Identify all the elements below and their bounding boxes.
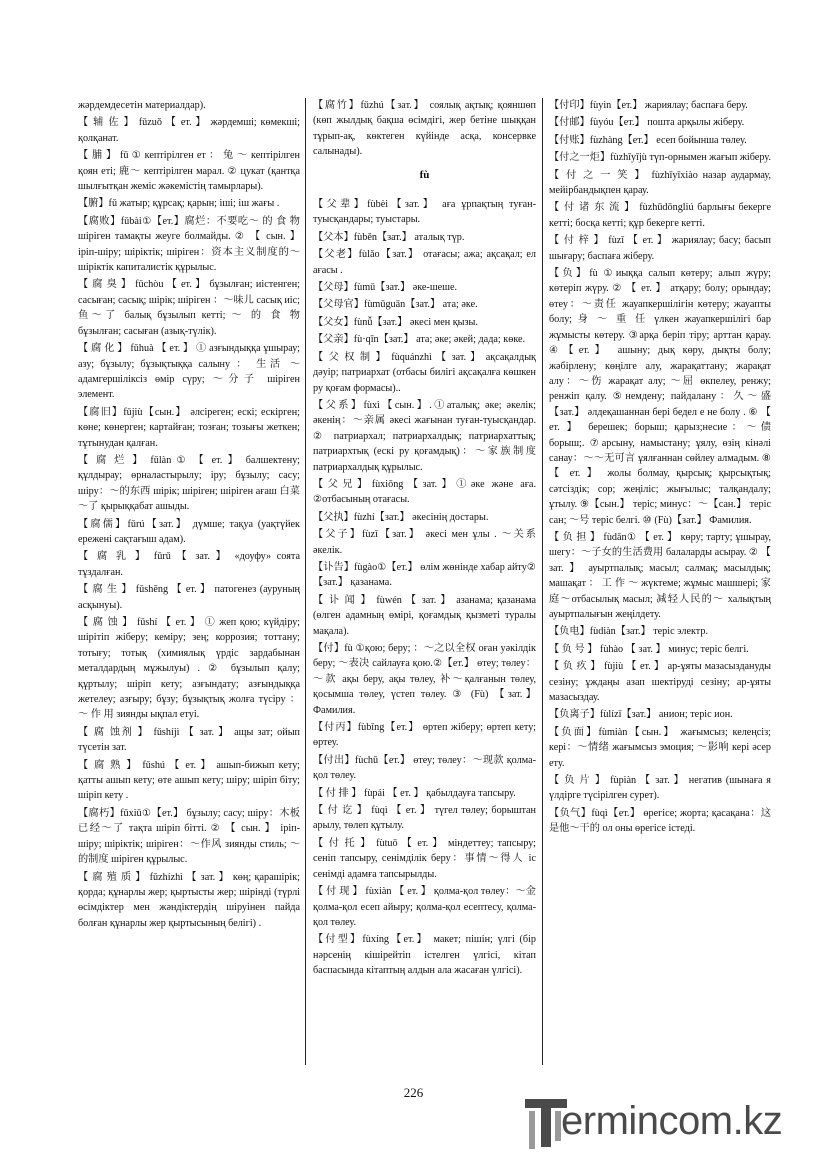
dictionary-entry: 【付丙】fùbǐng【ет.】 өртеп жіберу; өртеп кету; өртеу. [313, 722, 536, 749]
dictionary-entry: 【 父 权 制 】 fùquánzhì 【 зат. 】 ақсақалдық дәуір; патриархат (отбасы билігі ақсақалға көшкен ру қоғам формасы).. [313, 351, 536, 394]
section-heading: fù [419, 168, 430, 181]
dictionary-entry: 【付印】fùyìn【ет.】 жариялау; баспаға беру. [549, 100, 748, 111]
dictionary-entry: 【 付 排 】 fùpái 【 ет. 】 қабылдауға тапсыру. [313, 787, 516, 799]
dictionary-entry: 【腐朽】fǔxiǔ①【ет.】 бұзылу; сасу; шіру：木板已经～了 тақта шіріп бітті. ② 【 сын. 】 іріп-шіру; шіріктік; шіріген：～作风 зиянды стиль; ～的制度 шіріген құрылыс. [78, 807, 300, 866]
dictionary-entry: 【负气】fùqì【ет.】 өрегісе; жорта; қасақана：这是他～干的 ол оны өрегісе істеді. [549, 807, 771, 835]
column-divider [542, 98, 543, 1065]
watermark-text: ermincom.kz [561, 1099, 783, 1143]
dictionary-entry: 【付账】fùzhàng【ет.】 есеп бойынша төлеу. [549, 134, 747, 146]
dictionary-entry: 【付出】fùchū【ет.】 өтеу; төлеу：～现款 қолма-қол төлеу. [313, 754, 536, 782]
dictionary-entry: 【父系】fùxì【сын.】.①аталық; әке; әкелік; әкенің：～亲属 әкесі жағынан туған-туысқандар. ② патриархал; патриархалдық; патриархаттық; патриархтық (ескі ру қоғамдық)：～家族制度 патриархалдық құрылыс. [313, 399, 536, 473]
dictionary-entry: 【腐竹】fǔzhú【зат.】 соялық ақтық; қояншөп (көп жылдық бақша өсімдігі, жер бетіне шыққан тұрып-ақ, көктеген күйінде асқа, консервке салынады). [313, 100, 536, 158]
column-divider [305, 98, 306, 1065]
dictionary-entry: 【 腐 臭 】 fǔchòu 【 ет. 】 бұзылған; иістенген; сасыған; сасық; шірік; шіріген ：～味儿 сасық иіс; 鱼～了 балық бұзылып кетті; ～ 的 食 物 бұзылған; сасыған (азық-түлік). [78, 279, 300, 337]
dictionary-entry: 【腐旧】fǔjiù【сын.】 әлсіреген; ескі; ескірген; көне; көнерген; картайған; тозған; тозығы жеткен; тұтынудан қалған. [78, 406, 300, 449]
dictionary-entry: 【 付 现 】 fùxiàn 【 ет. 】 қолма-қол төлеу：～金 қолма-қол есеп айыру; қолма-қол есептесу, қолма-қол төлеу. [313, 886, 536, 928]
dictionary-entry: 【腐败】fǔbài①【ет.】腐烂：不要吃～ 的 食 物 шіріген тамақты жеуге болмайды. ② 【 сын. 】 іріп-шіру; шіріктік; шіріген：资本主义制度的～ шіріктік капиталистік құрылыс. [78, 215, 300, 274]
dictionary-entry: 【 付 讫 】 fùqì 【 ет. 】 түгел төлеу; борыштан арылу, төлеп құтылу. [313, 805, 536, 832]
dictionary-entry: 【负】fù ①иыққа салып көтеру; алып жүру; көтеріп жүру. ② 【 ет. 】 атқару; болу; орындау; өтеу：～责任 жауапкершілігін көтеру; жауапты болу; 身 ～ 重 任 үлкен жауапкершілігі бар жұмысты көтеру. ③арқа беріп тіру; арттан қарау. ④【ет.】 ашыну; дық көру, дықты болу; жәбірлену; көңілге алу, жарақаттану; жарақат алу：～伤 жарақат алу; ～屈 өкпелеу, ренжу; ренжіп қалу. ⑤немдену; пайдалану：久～盛【зат.】 әлдеқашаннан бері бедел е не болу . ⑥ 【 ет. 】 берешек; борыш; қарыз;несие：～债 борыш;. ⑦арсыну, намыстану; ұялу, өзің кінәлі санау：～～无可言 ұялғаннан сөйлеу алмадым. ⑧ 【 ет. 】 жолы болмау, қырсық; қырсықтық; сәтсіздік; сор; жеңіліс; жығылыс; талқандалу; ұтылу. ⑨【сын.】 теріс; минус：～【сан.】 теріс сан; ～号 теріс белгі. ⑩ (Fù)【зат.】 Фамилия. [549, 268, 771, 526]
dictionary-entry: 【 腐 蚀 】 fǔshí 【 ет. 】 ① жеп қою; күйдіру; шірітіп жіберу; кеміру; зең; коррозия; тоттану; тотығу; тотық (химиялық үрдіс зардабынан металдардың мұжылуы) . ② бұзылып қалу; құртылу; шіріп кету; азғындату; азғындыққа жетелеу; азғыру; бұзу; бұзықтық жолға түсіру ： ～ 作 用 зиянды ықпал етуі. [78, 617, 300, 721]
dictionary-entry: 【 脯 】 fǔ ① кептірілген ет ： 兔 ～ кептірілген қоян еті; 鹿～ кептірілген марал. ② цукат (қантқа шылғытқан жеміс жəкемістің тамырлары). [78, 150, 300, 193]
dictionary-entry: 【 腐 生 】 fǔshēng 【 ет. 】 патогенез (ауруның асқынуы). [78, 584, 300, 611]
dictionary-entry: 【 负 担 】 fùdān① 【 ет. 】 көру; тарту; ұшырау, шегу：～子女的生活费用 балаларды асырау. ② 【 зат. 】 ауыртпалық; масыл; салмақ; масылдық; машақат ： 工 作 ～ жүктеме; жұмыс машшері; 家庭～отбасылық масыл; 减轻人民的～ халықтың ауыртпалығын жеңілдету. [549, 531, 771, 620]
column-left [78, 98, 300, 933]
dictionary-entry: 【父本】fùběn【зат.】 аталық түр. [313, 231, 465, 243]
dictionary-entry: 【负面】fùmiàn【сын.】 жағымсыз; келеңсіз; кері：～情绪 жағымсыз эмоция; ～影响 кері әсер ету. [549, 726, 771, 769]
dictionary-entry: 【付之一炬】fùzhīyījù түп-орнымен жағып жіберу. [549, 152, 771, 164]
dictionary-entry: 【 负 疚 】 fùjiù 【 ет. 】 ар-ұяты мазасыздануды сезіну; ұждаңы азап шектіруді сезіну; ар-ұяты мазасыздау. [549, 661, 771, 704]
dictionary-entry: 【 付 托 】 fùtuō 【 ет. 】 міндеттеу; тапсыру; сеніп тапсыру, сенімділік беру：事情～得人 іс сенімді адамға тапсырылды. [313, 837, 536, 880]
dictionary-entry: 【付型】fùxíng【ет.】 макет; пішін; үлгі (бір нәрсенің кішірейтіп істелген үлгісі, кітап баспасында кітаптың алдын ала жасаған үлгісі). [313, 934, 536, 977]
dictionary-entry: 【 腐 殖 质 】 fǔzhízhì 【 зат. 】 көң; қарашірік; қорда; құнарлы жер; қыртысты жер; шіріндi (түрлі өсімдіктер мен жәндіктердің шіруінен пайда болған құнарлы жер қыртысының белігі) . [78, 871, 300, 929]
dictionary-entry: 【负电】fùdiàn【зат.】 теріс электр. [549, 626, 709, 638]
dictionary-entry: 【父子】fùzǐ【зат.】 әкесі мен ұлы . ～关系 әкелік. [313, 529, 536, 556]
dictionary-entry: 【父辈】fùbèi【зат.】 аға ұрпақтың туған-туысқандары; туыстары. [313, 199, 536, 226]
dictionary-entry: 【 付 之 一 笑 】 fùzhīyīxiào назар аудармау, мейірбандықпен қарау. [549, 169, 771, 197]
terminkom-logo [521, 1093, 801, 1153]
dictionary-entry: 【 腐 烂 】 fǔlàn ① 【 ет. 】 балшектену; құлдырау; өрналастырылу; іру; бұзылу; сасу; шіру：～的东西 шірік; шіріген; шіріген ағаш 白菜～了 қырыққабат ашыды. [78, 454, 300, 513]
dictionary-entry: 【 负 片 】 fùpiàn 【 зат. 】 негатив (шынаға я үлдірге түсірілген сурет). [549, 775, 771, 802]
dictionary-entry: 【 负 号 】 fùhào 【 зат. 】 минус; теріс белгі. [549, 643, 749, 655]
dictionary-entry: 【 讣 闻 】 fùwén 【 зат. 】 азанама; қазанама (өлген адамның өмірі, қоғамдық қызметі туралы мақала). [313, 594, 536, 637]
dictionary-entry: 【讣告】fùgào①【ет.】 өлім жөнінде хабар айту② 【зат.】 қазанама. [313, 561, 536, 589]
dictionary-entry: 【腐儒】fǔrú【зат.】 дүмше; тақуа (уақтүйек ережені сақтағыш адам). [78, 518, 300, 545]
page-number: 226 [403, 1085, 424, 1100]
dictionary-entry: 【父母官】fùmǔguān【зат.】 ата; әке. [313, 299, 478, 311]
dictionary-entry: жәрдемдесетін материалдар). [78, 100, 206, 111]
dictionary-entry: 【腑】fǔ жатыр; құрсақ; қарын; іші; іш жағы . [78, 198, 280, 210]
dictionary-entry: 【付邮】fùyóu【ет.】 пошта арқылы жіберу. [549, 117, 745, 129]
dictionary-entry: 【 辅 佐 】 fǔzuǒ 【 ет. 】 жәрдемші; көмекші; қолқанат. [78, 117, 300, 144]
dictionary-entry: 【父母】fùmǔ【зат.】 әке-шеше. [313, 282, 458, 294]
dictionary-entry: 【父执】fùzhí【зат.】 әкесінің достары. [313, 511, 489, 523]
column-middle [313, 98, 536, 981]
dictionary-entry: 【 腐 蚀剂 】 fǔshíjì 【 зат. 】 ащы зат; ойып түсетін зат. [78, 726, 300, 754]
dictionary-entry: 【 腐 乳 】 fǔrǔ 【 зат. 】 «доуфу» соята тұздалған. [78, 551, 300, 578]
column-right [549, 98, 771, 839]
dictionary-entry: 【父女】fùnǚ【зат.】 әкесі мен қызы. [313, 316, 478, 328]
dictionary-entry: 【 腐 熟 】 fǔshú 【 ет. 】 ашып-бижып кету; қатты ашып кету; өте ашып кету; шіру; шіріп біту; шіріп кету . [78, 759, 300, 802]
dictionary-entry: 【父老】fùlǎo【зат.】 отағасы; ажа; ақсақал; ел ағасы . [313, 249, 536, 276]
dictionary-entry: 【负离子】fùlízǐ【зат.】 анион; теріс ион. [549, 709, 733, 721]
dictionary-entry: 【付】fù ①қою; беру; ：～之以全权 оған уәкілдік беру; ～表决 сайлауға қою.②【ет.】 өтеу; төлеу：～款 ақы беру, ақы төлеу, 补～қалғанын төлеу, қосымша төлеу, үстеп төлеу. ③ (Fù) 【зат.】 Фамилия. [313, 643, 536, 716]
dictionary-entry: 【父亲】fù·qīn【зат.】 ата; әке; әкей; дада; көке. [313, 334, 526, 346]
dictionary-entry: 【 付 诸 东 流 】 fùzhūdōngliú барлығы бекерге кетті; босқа кетті; құр бекерге кетті. [549, 202, 771, 229]
dictionary-entry: 【 腐 化 】 fǔhuà 【 ет. 】 ① азғындыққа ұшырау; азу; бұзылу; бұзықтыққа салыну ： 生活 ～ адамгершіліксіз өмір сүру; ～分子 шіріген элемент. [78, 343, 300, 401]
dictionary-entry: 【 付 梓 】 fùzǐ 【 ет. 】 жариялау; басу; басып шығару; баспаға жіберу. [549, 235, 771, 262]
dictionary-entry: 【父兄】fùxiōng【зат.】①әке және аға. ②отбасының отағасы. [313, 478, 536, 506]
